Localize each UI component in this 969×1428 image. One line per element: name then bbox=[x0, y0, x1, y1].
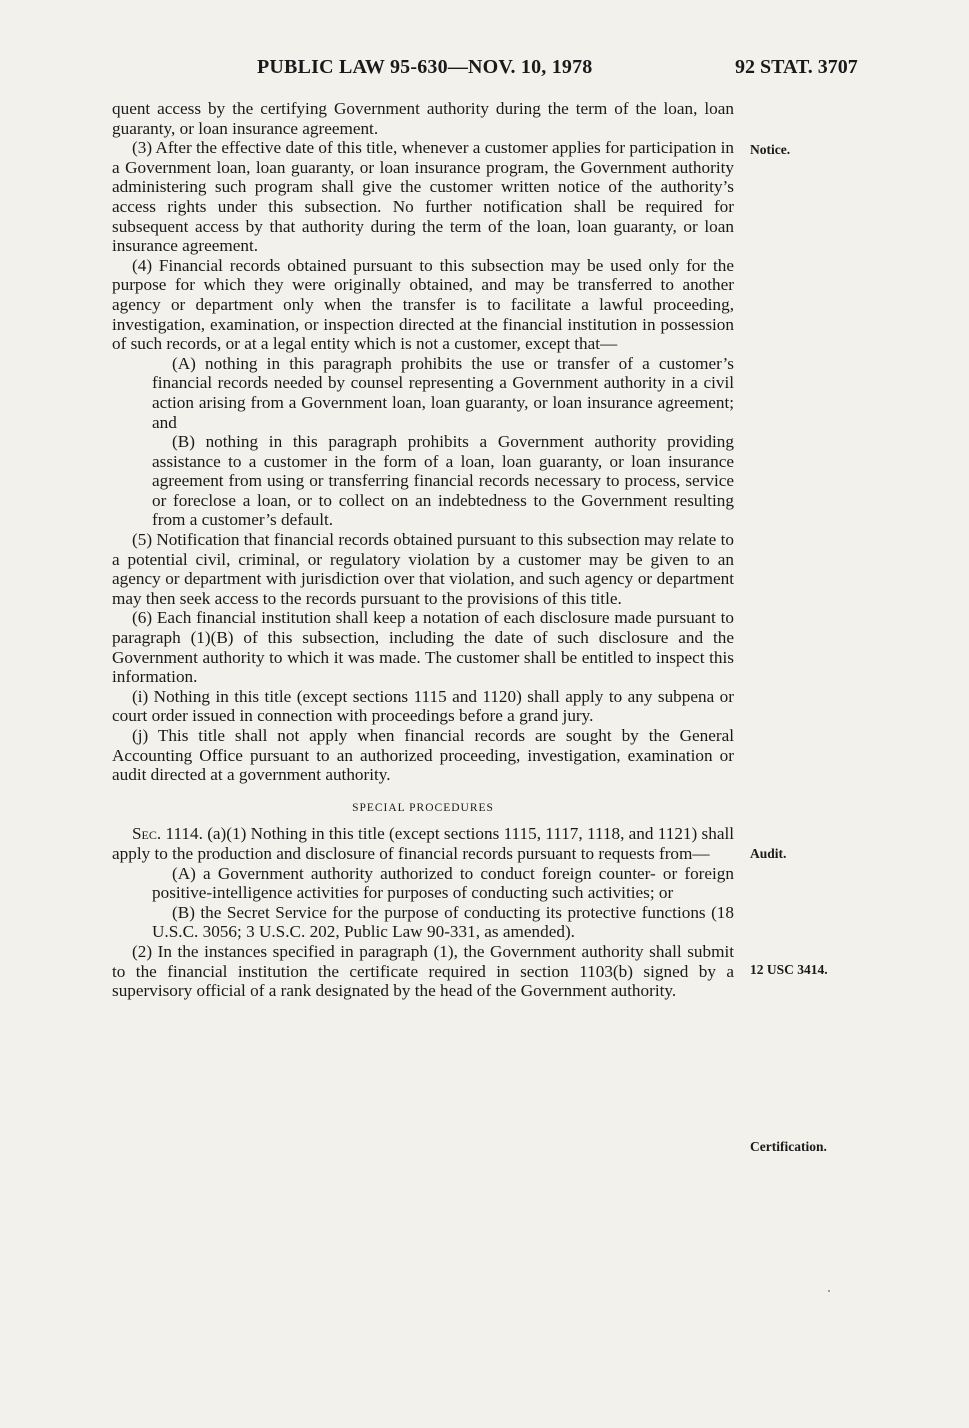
margin-note-notice: Notice. bbox=[750, 142, 791, 157]
paragraph-4-a: (A) nothing in this paragraph prohibits the use or transfer of a customer’s financial records needed by counsel representing a Government authority in a civil action arising from a Government loan, loan guaranty, or loan insurance agreement; and bbox=[152, 353, 734, 432]
subsection-i: (i) Nothing in this title (except sections 1115 and 1120) shall apply to any subpena or court order issued in connection with proceedings before a grand jury. bbox=[112, 686, 734, 726]
document-body bbox=[112, 99, 734, 1001]
section-label: Sec. bbox=[132, 824, 162, 844]
section-1114-b: (B) the Secret Service for the purpose of conducting its protective functions (18 U.S.C. 3056; 3 U.S.C. 202, Public Law 90-331, as amended). bbox=[152, 902, 734, 942]
margin-note-certification: Certification. bbox=[750, 1139, 827, 1154]
paragraph-continuation: quent access by the certifying Government authority during the term of the loan, loan guaranty, or loan insurance agreement. bbox=[112, 99, 734, 138]
section-heading: SPECIAL PROCEDURES bbox=[352, 801, 494, 814]
section-1114-text: 1114. (a)(1) Nothing in this title (except sections 1115, 1117, 1118, and 1121) shall apply to the production and disclosure of financial records pursuant to requests from— bbox=[112, 824, 735, 863]
section-1114-a-2: (2) In the instances specified in paragraph (1), the Government authority shall submit to the financial institution the certificate required in section 1103(b) signed by a supervisory official of a rank designated by the head of the Government authority. bbox=[112, 941, 734, 1001]
page-header-statute: 92 STAT. 3707 bbox=[735, 56, 858, 78]
paragraph-6: (6) Each financial institution shall keep a notation of each disclosure made pursuant to paragraph (1)(B) of this subsection, including the date of such disclosure and the Government authority to which it was made. The customer shall be entitled to inspect this information. bbox=[112, 608, 734, 687]
margin-note-usc: 12 USC 3414. bbox=[750, 962, 828, 977]
paragraph-3: (3) After the effective date of this title, whenever a customer applies for participation in a Government loan, loan guaranty, or loan insurance program, the Government authority administering such program shall give the customer written notice of the authority’s access rights under this subsection. No further notification shall be required for subsequent access by that authority during the term of the loan, loan guaranty, or loan insurance agreement. bbox=[112, 138, 734, 256]
subsection-j: (j) This title shall not apply when financial records are sought by the General Accounting Office pursuant to an authorized proceeding, investigation, examination or audit directed at a government authority. bbox=[112, 726, 734, 785]
section-1114-a-1 bbox=[112, 824, 734, 863]
paragraph-4: (4) Financial records obtained pursuant to this subsection may be used only for the purpose for which they were originally obtained, and may be transferred to another agency or department only when the transfer is to facilitate a lawful proceeding, investigation, examination, or inspection directed at the financial institution in possession of such records, or at a legal entity which is not a customer, except that— bbox=[112, 255, 734, 354]
page-header-title: PUBLIC LAW 95-630—NOV. 10, 1978 bbox=[257, 56, 593, 78]
paragraph-5: (5) Notification that financial records obtained pursuant to this subsection may relate to a potential civil, criminal, or regulatory violation by a customer may be given to an agency or department with jurisdiction over that violation, and such agency or department may then seek access to the records pursuant to the provisions of this title. bbox=[112, 530, 734, 608]
paragraph-4-b: (B) nothing in this paragraph prohibits a Government authority providing assistance to a customer in the form of a loan, loan guaranty, or loan insurance agreement from using or transferring financial records necessary to process, service or foreclose a loan, or to collect on an indebtedness to the Government resulting from a customer’s default. bbox=[152, 432, 734, 530]
margin-note-audit: Audit. bbox=[750, 846, 787, 861]
scan-speck bbox=[828, 1290, 830, 1292]
section-1114-a: (A) a Government authority authorized to conduct foreign counter- or foreign positive-intelligence activities for purposes of conducting such activities; or bbox=[152, 863, 734, 903]
